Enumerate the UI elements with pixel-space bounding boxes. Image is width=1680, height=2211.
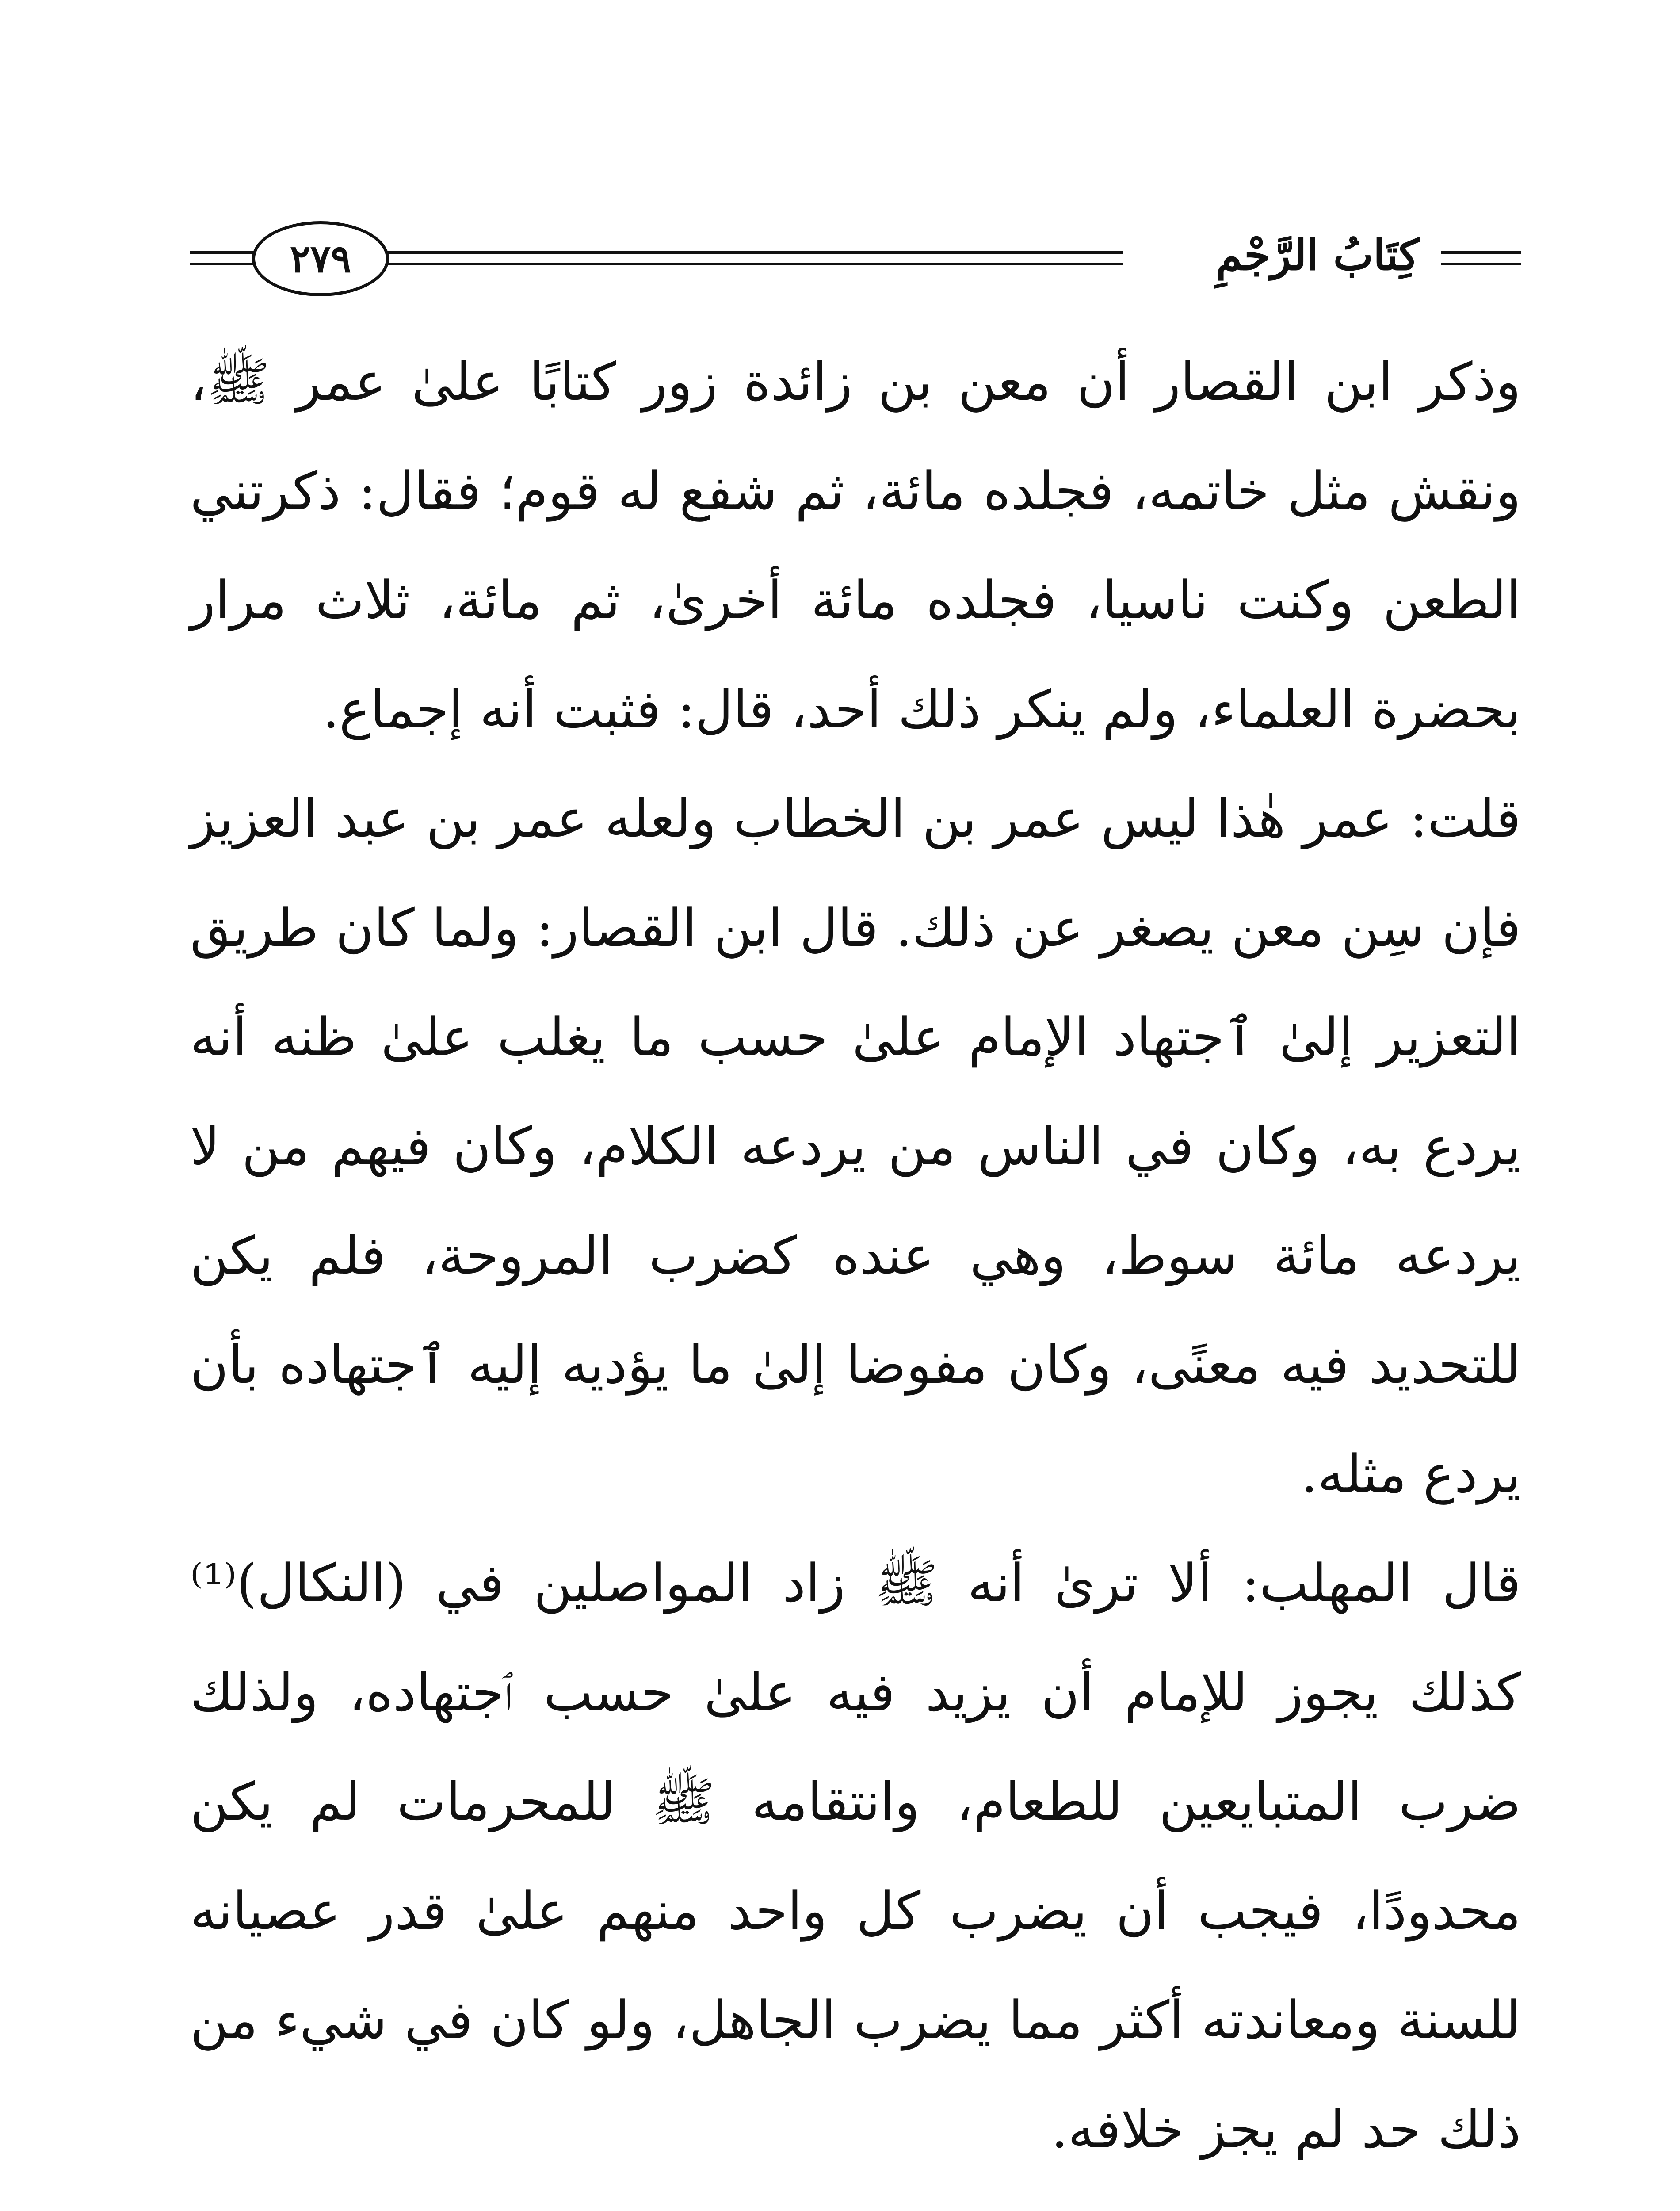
paragraph: وذكر ابن القصار أن معن بن زائدة زور كتابًا علىٰ عمر ﷺ، ونقش مثل خاتمه، فجلده مائة، ثم شفع له قوم؛ فقال: ذكرتني الطعن وكنت ناسيا، فجلده مائة أخرىٰ، ثم مائة، ثلاث مرار بحضرة العلماء، ولم ينكر ذلك أحد، قال: فثبت أنه إجماع.	[190, 351, 1521, 740]
paragraph: قال المهلب: ألا ترىٰ أنه ﷺ زاد المواصلين في (النكال)⁽¹⁾ كذلك يجوز للإمام أن يزيد فيه علىٰ حسب ٱجتهاده، ولذلك ضرب المتبايعين للطعام، وانتقامه ﷺ للمحرمات لم يكن محدودًا، فيجب أن يضرب كل واحد منهم علىٰ قدر عصيانه للسنة ومعاندته أكثر مما يضرب الجاهل، ولو كان في شيء من ذلك حد لم يجز خلافه.	[190, 1553, 1521, 2160]
page-number-badge	[252, 221, 389, 296]
header-rule-left-bottom	[190, 263, 256, 265]
header-rule-left-top	[190, 251, 256, 254]
section-heading	[190, 2184, 1521, 2211]
page-number: ٢٧٩	[290, 236, 351, 281]
main-text	[190, 327, 1521, 2211]
header-rule-right-top	[1441, 251, 1521, 254]
header-rule-middle-top	[385, 251, 1123, 254]
header-rule-middle-bottom	[385, 263, 1123, 265]
page-header	[190, 217, 1521, 305]
header-rule-right-bottom	[1441, 263, 1521, 265]
paragraph: قلت: عمر هٰذا ليس عمر بن الخطاب ولعله عمر بن عبد العزيز فإن سِن معن يصغر عن ذلك. قال ابن القصار: ولما كان طريق التعزير إلىٰ ٱجتهاد الإمام علىٰ حسب ما يغلب علىٰ ظنه أنه يردع به، وكان في الناس من يردعه الكلام، وكان فيهم من لا يردعه مائة سوط، وهي عنده كضرب المروحة، فلم يكن للتحديد فيه معنًى، وكان مفوضا إلىٰ ما يؤديه إليه ٱجتهاده بأن يردع مثله.	[190, 788, 1521, 1504]
running-title: كِتَابُ الرَّجْمِ	[1216, 230, 1419, 280]
